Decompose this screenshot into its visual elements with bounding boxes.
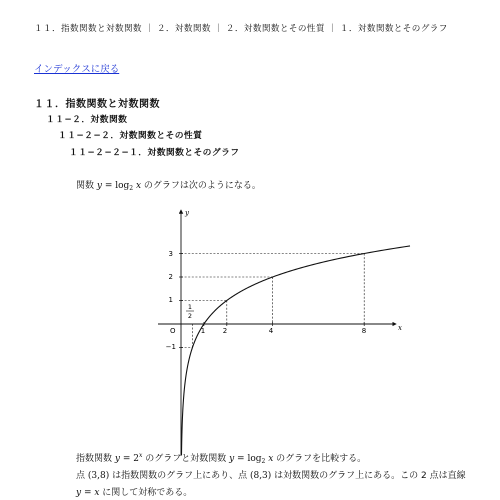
line1-log-base: 2 [261, 458, 266, 465]
line2-text-b: は指数関数のグラフ上にあり、点 [109, 471, 250, 481]
half-denominator: 2 [187, 312, 193, 320]
breadcrumb-item-subsection[interactable]: ２．対数関数とその性質 [225, 24, 325, 34]
line1-y2: y [229, 454, 235, 464]
heading-section: １１−２．対数関数 [46, 115, 128, 125]
x-tick-label-1: 1 [200, 327, 206, 335]
x-tick-label-8: 8 [361, 327, 367, 335]
point-8-3: (8,3) [249, 471, 272, 481]
y-axis-label: y [185, 209, 189, 217]
point-3-8: (3,8) [87, 471, 110, 481]
line1-x2: x [265, 454, 274, 464]
y-tick-label-3: 3 [168, 250, 173, 258]
breadcrumb-item-chapter[interactable]: １１．指数関数と対数関数 [34, 24, 142, 34]
heading-chapter: １１．指数関数と対数関数 [34, 99, 160, 110]
intro-formula-x: x [133, 181, 142, 191]
line3-equation: y = x [76, 488, 100, 498]
intro-formula-y: y [96, 181, 102, 191]
half-numerator: 1 [187, 303, 193, 311]
breadcrumb-separator: ｜ [213, 24, 223, 34]
intro-formula-base: 2 [129, 185, 134, 192]
log-curve [181, 246, 410, 455]
origin-label: O [170, 327, 176, 335]
heading-topic: １１−２−２−１．対数関数とそのグラフ [69, 148, 240, 158]
half-fraction-label [186, 303, 194, 320]
line2-text-c: は対数関数のグラフ上にある。この 2 点は直線 [271, 471, 466, 481]
comparison-line-2 [76, 468, 466, 481]
y-tick-label-minus1: −1 [165, 343, 176, 351]
x-tick-label-4: 4 [268, 327, 274, 335]
intro-formula-log: = log [101, 181, 130, 191]
line1-eq2: = log [234, 454, 262, 464]
intro-suffix: のグラフは次のようになる。 [141, 181, 261, 191]
comparison-line-3 [76, 485, 192, 498]
back-to-index-link[interactable]: インデックスに戻る [34, 64, 120, 75]
line2-text-a: 点 [76, 471, 88, 481]
line1-text-b: のグラフと対数関数 [142, 454, 230, 464]
breadcrumb-separator: ｜ [144, 24, 154, 34]
line1-text-a: 指数関数 [76, 454, 115, 464]
line1-text-c: のグラフを比較する。 [273, 454, 367, 464]
breadcrumb-item-section[interactable]: ２．対数関数 [156, 24, 211, 34]
y-tick-label-1: 1 [168, 296, 173, 304]
heading-subsection: １１−２−２．対数関数とその性質 [58, 131, 203, 141]
line3-text: に関して対称である。 [99, 488, 193, 498]
breadcrumb-item-current: １．対数関数とそのグラフ [339, 24, 448, 34]
line1-eq1: = 2 [119, 454, 139, 464]
y-tick-label-2: 2 [168, 273, 173, 281]
comparison-line-1 [76, 451, 366, 465]
intro-prefix: 関数 [76, 181, 97, 191]
breadcrumb-separator: ｜ [327, 24, 337, 34]
x-axis-label: x [398, 324, 402, 332]
line1-exponent: x [138, 452, 143, 459]
line1-y1: y [114, 454, 120, 464]
x-tick-label-2: 2 [222, 327, 228, 335]
